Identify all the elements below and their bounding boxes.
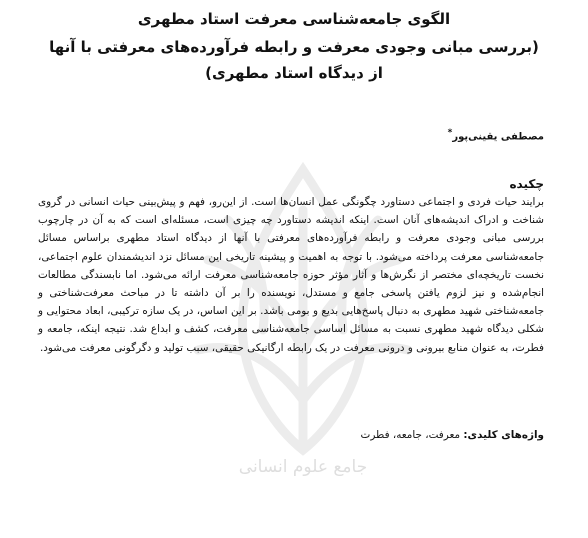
title-line-3: از دیدگاه استاد مطهری) — [205, 64, 383, 82]
title-line-1: الگوی جامعه‌شناسی معرفت استاد مطهری — [137, 10, 451, 28]
author-name — [448, 128, 544, 142]
title-line-2: (بررسی مبانی وجودی معرفت و رابطه فرآورده‌های معرفتی با آنها — [49, 38, 539, 56]
paper-title — [0, 8, 588, 84]
abstract-body — [38, 193, 544, 357]
watermark-text: جامع علوم انسانی — [238, 457, 368, 477]
keywords-line — [361, 429, 544, 441]
abstract-heading: چکیده — [509, 177, 544, 191]
keywords-label: واژه‌های کلیدی: — [463, 429, 544, 441]
author-name-text: مصطفی یقینی‌پور — [452, 131, 544, 143]
keywords-value: معرفت، جامعه، فطرت — [360, 429, 461, 441]
abstract-text: برایند حیات فردی و اجتماعی دستاورد چگونگی عمل انسان‌ها است. از این‌رو، فهم و پیش‌بینی حیات انسانی در گروی شناخت و ادراک اندیشه‌های آنان است. اینکه اندیشه دستاورد چه چیزی است، مسئله‌ای است که به آن در چارچوب بررسی مبانی وجودی معرفت و رابطه فرآورده‌های معرفتی با آنها از دیدگاه استاد مطهری براساس مسائل جامعه‌شناسی معرفت پرداخته می‌شود. با توجه به اهمیت و پیشینه تاریخی این مسائل نزد اندیشمندان علوم اجتماعی، نخست تاریخچه‌ای مختصر از نگرش‌ها و آثار مؤثر حوزه جامعه‌شناسی معرفت ارائه می‌شود. اما نابسندگی مطالعات انجام‌شده و نیز لزوم یافتن پاسخی جامع و مستدل، نویسنده را بر آن داشته تا در مباحث معرفت‌شناختی و جامعه‌شناختی شهید مطهری به دنبال پاسخ‌هایی بدیع و بومی باشد. بر این اساس، در یک سازه ترکیبی، ابعاد محتوایی و شکلی دیدگاه شهید مطهری نسبت به مسائل اساسی جامعه‌شناسی معرفت، کشف و ابداع شد. نتیجه اینکه، جامعه و فطرت، به عنوان منابع بیرونی و درونی معرفت در یک رابطه ارگانیکی حقیقی، سبب تولید و دگرگونی معرفت می‌شود. — [38, 196, 544, 354]
author-footnote-mark: * — [447, 128, 453, 138]
